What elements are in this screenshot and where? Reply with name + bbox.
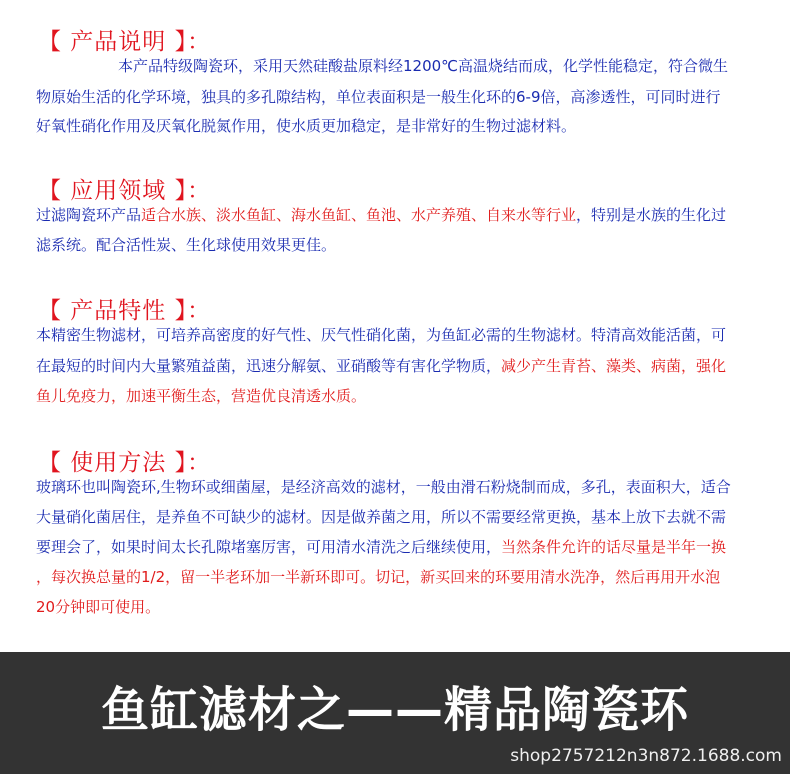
text-line	[36, 116, 576, 136]
text-segment: 物原始生活的化学环境，独具的多孔隙结构，单位表面积是一般生化环的6-9倍，高渗透性，可同时进行	[36, 88, 721, 106]
section-heading: 【 使用方法 】：	[38, 450, 212, 476]
text-segment: 当然条件允许的话尽量是半年一换	[501, 538, 727, 556]
section-heading: 【 应用领域 】：	[38, 178, 212, 204]
shop-watermark: shop2757212n3n872.1688.com	[510, 746, 782, 766]
text-line	[36, 205, 726, 225]
banner-title: 鱼缸滤材之——精品陶瓷环	[100, 682, 689, 738]
text-segment: 过滤陶瓷环产品	[36, 206, 142, 224]
text-segment: 大量硝化菌居住，是养鱼不可缺少的滤材。因是做养菌之用，所以不需要经常更换，基本上放下去就不需	[36, 508, 727, 526]
text-line	[36, 386, 366, 406]
text-line	[36, 507, 726, 527]
text-segment: 玻璃环也叫陶瓷环,生物环或细菌屋，是经济高效的滤材，一般由滑石粉烧制而成，多孔，表面积大，适合	[36, 478, 731, 496]
text-segment: 减少产生青苔、藻类、病菌，强化	[501, 357, 727, 375]
text-line	[36, 567, 720, 587]
section-heading: 【 产品特性 】：	[38, 298, 212, 324]
text-segment: 鱼儿免疫力，加速平衡生态，营造优良清透水质。	[36, 387, 367, 405]
text-line	[36, 235, 336, 255]
bottom-banner	[0, 652, 790, 774]
text-segment: 要理会了，如果时间太长孔隙堵塞厉害，可用清水清洗之后继续使用，	[36, 538, 502, 556]
text-segment: 适合水族、淡水鱼缸、海水鱼缸、鱼池、水产养殖、自来水等行业	[141, 206, 577, 224]
text-line	[36, 325, 726, 345]
section-heading: 【 产品说明 】：	[38, 29, 212, 55]
text-line	[118, 56, 728, 76]
text-segment: 本产品特级陶瓷环，采用天然硅酸盐原料经1200℃高温烧结而成，化学性能稳定，符合微生	[118, 57, 729, 75]
text-line	[36, 537, 726, 557]
text-segment: 本精密生物滤材，可培养高密度的好气性、厌气性硝化菌，为鱼缸必需的生物滤材。特清高效能活菌，可	[36, 326, 727, 344]
text-line	[36, 477, 731, 497]
text-line	[36, 597, 160, 617]
text-segment: 在最短的时间内大量繁殖益菌，迅速分解氨、亚硝酸等有害化学物质，	[36, 357, 502, 375]
text-line	[36, 87, 721, 107]
text-segment: 20分钟即可使用。	[36, 598, 161, 616]
text-line	[36, 356, 726, 376]
text-segment: ，特别是水族的生化过	[576, 206, 727, 224]
text-segment: 好氧性硝化作用及厌氧化脱氮作用，使水质更加稳定，是非常好的生物过滤材料。	[36, 117, 577, 135]
text-segment: 滤系统。配合活性炭、生化球使用效果更佳。	[36, 236, 337, 254]
text-segment: ，每次换总量的1/2，留一半老环加一半新环即可。切记，新买回来的环要用清水洗净，然后再用开水泡	[36, 568, 721, 586]
